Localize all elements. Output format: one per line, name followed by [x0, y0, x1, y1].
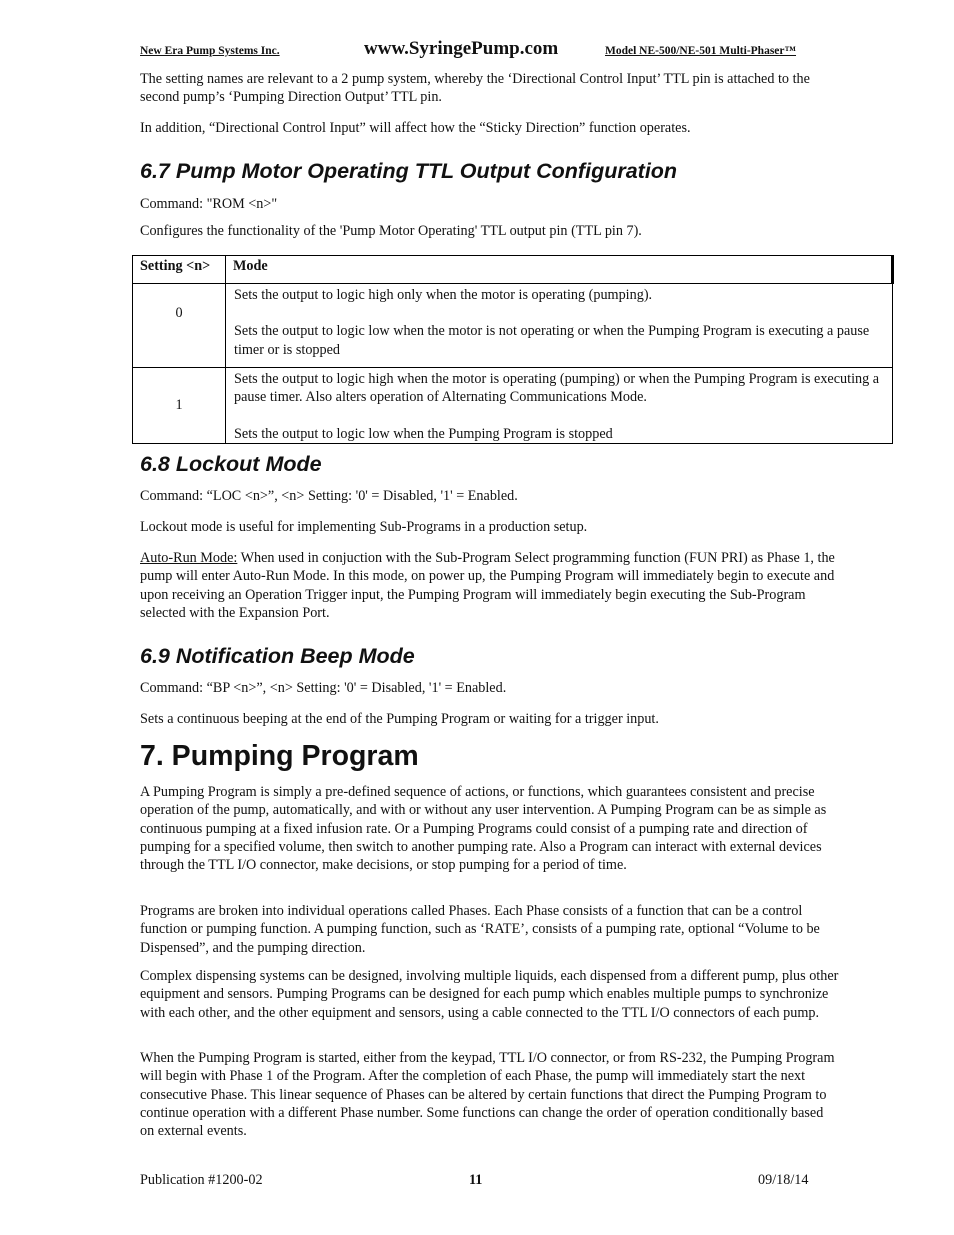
table-cell-mode — [226, 284, 893, 368]
section-7-paragraph-2: Programs are broken into individual operations called Phases. Each Phase consists of a function that can be a control function or pumping function. A pumping function, such as ‘RATE’, consists of a pumping rate, optional “Volume to be Dispensed”, and the pumping direction. — [140, 903, 820, 956]
mode-description-low: Sets the output to logic low when the Pumping Program is stopped — [234, 425, 613, 442]
section-6-9-heading: 6.9 Notification Beep Mode — [140, 644, 415, 668]
section-7-heading: 7. Pumping Program — [140, 740, 419, 772]
autorun-text: When used in conjuction with the Sub-Program Select programming function (FUN PRI) as Phase 1, the pump will enter Auto-Run Mode. In this mode, on power up, the Pumping Program will immediately begin to execute and upon receiving an Operation Trigger input, the Pumping Program will immediately begin executing the Sub-Program selected with the Expansion Port. — [140, 550, 835, 621]
header-model: Model NE-500/NE-501 Multi-Phaser™ — [605, 45, 797, 57]
section-6-7-command: Command: "ROM <n>" — [140, 196, 278, 212]
footer-publication: Publication #1200-02 — [140, 1172, 263, 1188]
autorun-label: Auto-Run Mode: — [140, 550, 238, 566]
header-company: New Era Pump Systems Inc. — [140, 45, 280, 57]
intro-paragraph-1: The setting names are relevant to a 2 pump system, whereby the ‘Directional Control Input’ TTL pin is attached to the second pump’s ‘Pumping Direction Output’ TTL pin. — [140, 71, 810, 106]
table-header-mode: Mode — [226, 256, 893, 284]
mode-description-high: Sets the output to logic high when the motor is operating (pumping) or when the Pumping Program is executing a pause timer. Also alters operation of Alternating Communications Mode. — [234, 371, 880, 406]
table-row — [133, 284, 893, 368]
table-cell-mode — [226, 368, 893, 444]
table-header-row — [133, 256, 893, 284]
section-6-9-command: Command: “BP <n>”, <n> Setting: '0' = Disabled, '1' = Enabled. — [140, 680, 507, 696]
autorun-paragraph — [140, 549, 840, 622]
section-6-7-description: Configures the functionality of the 'Pump Motor Operating' TTL output pin (TTL pin 7). — [140, 223, 642, 239]
footer-page-number: 11 — [469, 1172, 483, 1188]
section-6-7-heading: 6.7 Pump Motor Operating TTL Output Configuration — [140, 159, 678, 183]
section-7-paragraph-1: A Pumping Program is simply a pre-defined sequence of actions, or functions, which guarantees consistent and precise operation of the pump, automatically, and with or without any user intervention. A Pumping Program can be as simple as continuous pumping at a fixed infusion rate. Or a Pumping Programs could consist of a pumping rate and direction of pumping for a specified volume, then switch to another pumping rate. Also a Program can interact with external devices through the TTL I/O connector, make decisions, or stop pumping for a period of time. — [140, 784, 827, 874]
mode-description-low: Sets the output to logic low when the motor is not operating or when the Pumping Program is executing a pause timer or is stopped — [234, 323, 870, 358]
table-cell-setting: 1 — [133, 368, 226, 444]
section-7-paragraph-3: Complex dispensing systems can be designed, involving multiple liquids, each dispensed from a different pump, plus other equipment and sensors. Pumping Programs can be designed for each pump which enables multiple pumps to synchronize with each other, and the other equipment and sensors, using a cable connected to the TTL I/O connectors of each pump. — [140, 968, 839, 1021]
table-header-setting: Setting <n> — [133, 256, 226, 284]
section-6-8-description: Lockout mode is useful for implementing Sub-Programs in a production setup. — [140, 519, 588, 535]
table-row — [133, 368, 893, 444]
header-website: www.SyringePump.com — [364, 38, 559, 59]
footer-date: 09/18/14 — [758, 1172, 809, 1188]
section-6-8-command: Command: “LOC <n>”, <n> Setting: '0' = Disabled, '1' = Enabled. — [140, 488, 518, 504]
mode-description-high: Sets the output to logic high only when the motor is operating (pumping). — [234, 287, 653, 303]
section-6-8-heading: 6.8 Lockout Mode — [140, 452, 322, 476]
section-6-9-description: Sets a continuous beeping at the end of the Pumping Program or waiting for a trigger input. — [140, 711, 659, 727]
table-cell-setting: 0 — [133, 284, 226, 368]
intro-paragraph-2: In addition, “Directional Control Input” will affect how the “Sticky Direction” function operates. — [140, 120, 691, 136]
section-7-paragraph-4: When the Pumping Program is started, either from the keypad, TTL I/O connector, or from RS-232, the Pumping Program will begin with Phase 1 of the Program. After the completion of each Phase, the pump will immediately start the next consecutive Phase. This linear sequence of Phases can be altered by certain functions that direct the Pumping Program to continue operation with a different Phase number. Some functions can change the order of operation conditionally based on external events. — [140, 1050, 835, 1140]
rom-settings-table — [132, 255, 894, 444]
